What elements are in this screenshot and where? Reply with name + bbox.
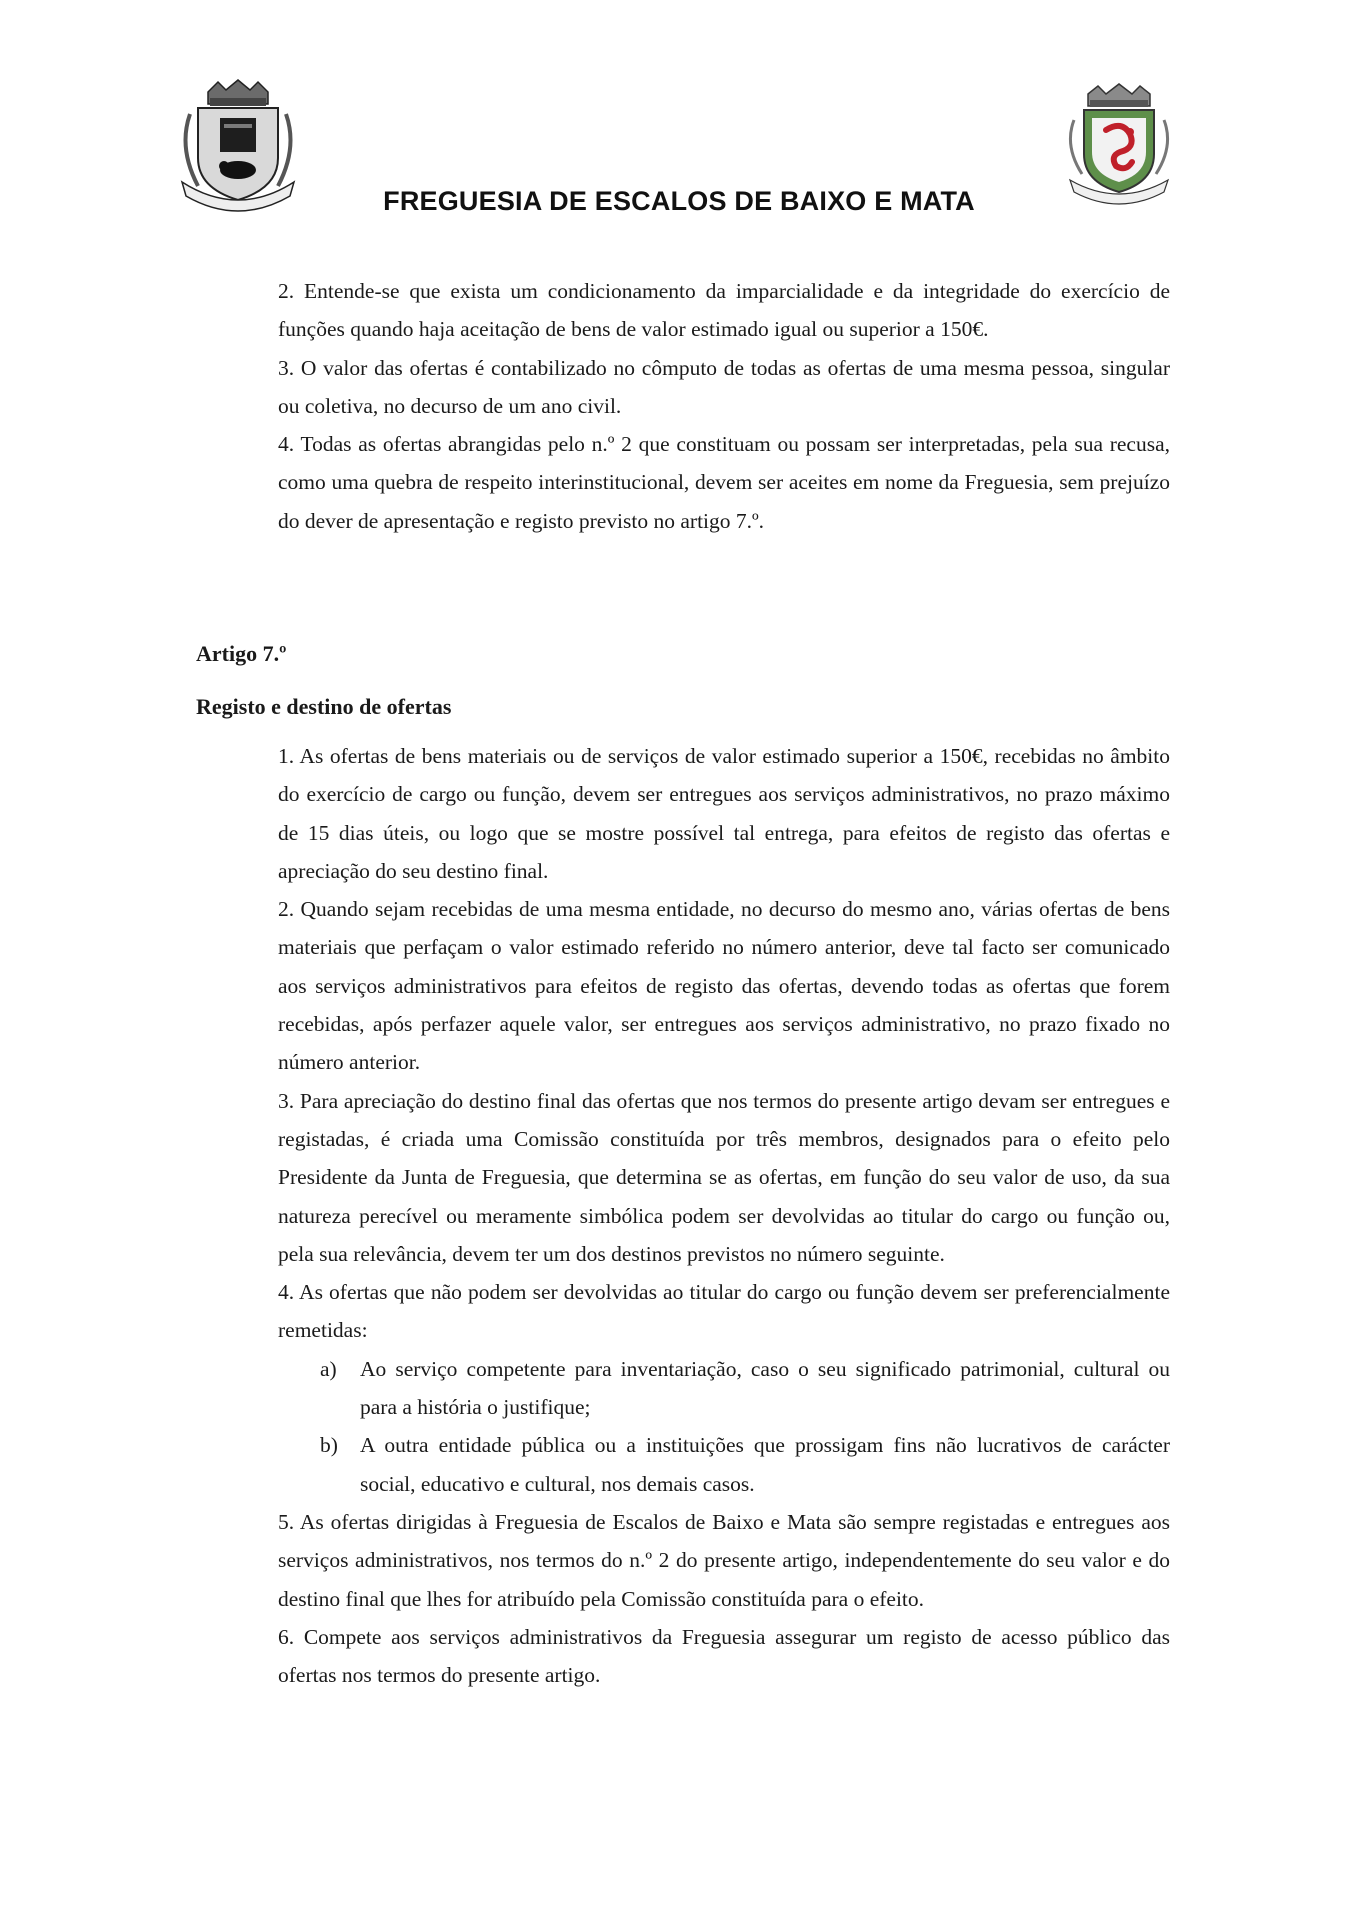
sub-item-marker: a): [320, 1356, 337, 1381]
article-number-heading: Artigo 7.º: [196, 641, 287, 666]
sub-item-text: A outra entidade pública ou a instituições que prossigam fins não lucrativos de carácter social, educativo e cultural, nos demais casos.: [360, 1433, 1170, 1496]
paragraph-3: 3. O valor das ofertas é contabilizado no cômputo de todas as ofertas de uma mesma pessoa, singular ou coletiva, no decurso de um ano civil.: [278, 355, 1170, 418]
sub-item-text: Ao serviço competente para inventariação, caso o seu significado patrimonial, cultural ou para a história o justifique;: [360, 1356, 1170, 1420]
article-paragraph-4: 4. As ofertas que não podem ser devolvidas ao titular do cargo ou função devem ser preferencialmente remetidas:: [278, 1280, 1170, 1343]
sub-item-marker: b): [320, 1433, 338, 1458]
article-paragraph-2: 2. Quando sejam recebidas de uma mesma entidade, no decurso do mesmo ano, várias ofertas de bens materiais que perfaçam o valor estimado referido no número anterior, deve tal facto ser comunicado aos serviços administrativos para efeitos de registo das ofertas, devendo todas as ofertas que forem recebidas, após perfazer aquele valor, ser entregues aos serviços administrativo, no prazo fixado no número anterior.: [278, 897, 1170, 1075]
paragraph-4: 4. Todas as ofertas abrangidas pelo n.º 2 que constituam ou possam ser interpretadas, pela sua recusa, como uma quebra de respeito interinstitucional, devem ser aceites em nome da Freguesia, sem prejuízo do dever de apresentação e registo previsto no artigo 7.º.: [278, 432, 1170, 533]
article-paragraph-6: 6. Compete aos serviços administrativos da Freguesia assegurar um registo de acesso público das ofertas nos termos do presente artigo.: [278, 1624, 1170, 1688]
article-title-heading: Registo e destino de ofertas: [196, 694, 452, 719]
document-header-title: FREGUESIA DE ESCALOS DE BAIXO E MATA: [383, 186, 975, 216]
article-7-body: [278, 737, 1170, 1694]
sub-item-a: [278, 1350, 1170, 1427]
paragraph-2: 2. Entende-se que exista um condicionamento da imparcialidade e da integridade do exercício de funções quando haja aceitação de bens de valor estimado igual ou superior a 150€.: [278, 279, 1170, 342]
article-paragraph-3: 3. Para apreciação do destino final das ofertas que nos termos do presente artigo devam ser entregues e registadas, é criada uma Comissão constituída por três membros, designados para o efeito pelo Presidente da Junta de Freguesia, que determina se as ofertas, em função do seu valor de uso, da sua natureza perecível ou meramente simbólica podem ser devolvidas ao titular do cargo ou função ou, pela sua relevância, devem ter um dos destinos previstos no número seguinte.: [278, 1088, 1170, 1266]
sub-item-b: [278, 1426, 1170, 1503]
previous-article-continuation: [278, 272, 1170, 540]
article-paragraph-1: 1. As ofertas de bens materiais ou de serviços de valor estimado superior a 150€, recebidas no âmbito do exercício de cargo ou função, devem ser entregues aos serviços administrativos, no prazo máximo de 15 dias úteis, ou logo que se mostre possível tal entrega, para efeitos de registo das ofertas e apreciação do seu destino final.: [278, 744, 1170, 883]
article-paragraph-5: 5. As ofertas dirigidas à Freguesia de Escalos de Baixo e Mata são sempre registadas e entregues aos serviços administrativos, nos termos do n.º 2 do presente artigo, independentemente do seu valor e do destino final que lhes for atribuído pela Comissão constituída para o efeito.: [278, 1509, 1170, 1611]
